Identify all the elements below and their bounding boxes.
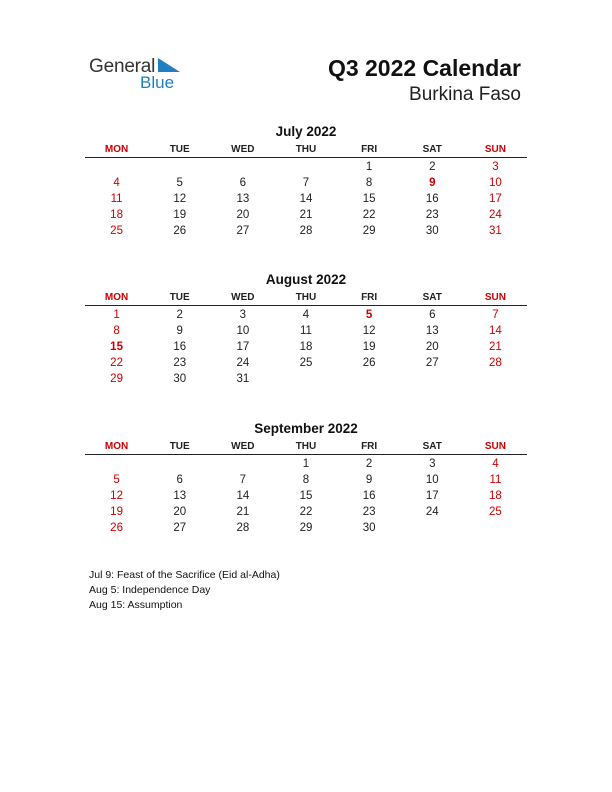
day-cell: 12 — [362, 325, 376, 337]
weekday-label: FRI — [361, 292, 378, 303]
day-cell: 23 — [425, 209, 439, 221]
day-cell: 9 — [429, 177, 436, 189]
weekday-label: SAT — [422, 441, 442, 452]
day-cell: 27 — [173, 522, 187, 534]
empty-day-cell — [148, 159, 211, 175]
day-cell: 4 — [492, 458, 499, 470]
day-cell: 6 — [176, 474, 183, 486]
month-block — [85, 272, 527, 387]
week-row — [85, 520, 527, 536]
day-cell: 15 — [110, 341, 123, 353]
day-cell: 1 — [113, 309, 120, 321]
weekday-header-row — [85, 291, 527, 306]
week-row — [85, 488, 527, 504]
day-cell: 1 — [365, 161, 373, 173]
empty-day-cell — [401, 371, 464, 387]
day-cell: 2 — [429, 161, 436, 173]
month-block — [85, 124, 527, 239]
day-cell: 13 — [236, 193, 250, 205]
day-cell: 16 — [425, 193, 439, 205]
day-cell: 5 — [365, 309, 373, 321]
day-cell: 28 — [236, 522, 250, 534]
week-row — [85, 339, 527, 355]
day-cell: 25 — [489, 506, 502, 518]
weekday-header-row — [85, 440, 527, 455]
day-cell: 4 — [302, 309, 310, 321]
day-cell: 7 — [492, 309, 499, 321]
day-cell: 24 — [489, 209, 502, 221]
weekday-label: THU — [295, 441, 317, 452]
day-cell: 19 — [362, 341, 376, 353]
weekday-label: WED — [231, 441, 255, 452]
day-cell: 14 — [489, 325, 502, 337]
week-row — [85, 191, 527, 207]
day-cell: 21 — [299, 209, 313, 221]
day-cell: 22 — [299, 506, 313, 518]
day-cell: 25 — [110, 225, 123, 237]
day-cell: 7 — [239, 474, 247, 486]
day-cell: 18 — [110, 209, 123, 221]
day-cell: 11 — [300, 325, 312, 337]
empty-day-cell — [85, 456, 148, 472]
day-cell: 10 — [489, 177, 502, 189]
weekday-label: MON — [104, 144, 129, 155]
day-cell: 26 — [362, 357, 376, 369]
empty-day-cell — [338, 371, 401, 387]
week-row — [85, 207, 527, 223]
day-cell: 26 — [173, 225, 187, 237]
country-name: Burkina Faso — [409, 84, 521, 105]
weekday-label: WED — [231, 144, 255, 155]
day-cell: 25 — [299, 357, 313, 369]
day-cell: 16 — [362, 490, 376, 502]
week-row — [85, 472, 527, 488]
day-cell: 3 — [429, 458, 436, 470]
day-cell: 5 — [113, 474, 120, 486]
empty-day-cell — [211, 159, 274, 175]
day-cell: 17 — [236, 341, 250, 353]
empty-day-cell — [85, 159, 148, 175]
weekday-label: SUN — [484, 292, 506, 303]
day-cell: 20 — [236, 209, 250, 221]
week-row — [85, 323, 527, 339]
calendar-title: Q3 2022 Calendar — [327, 55, 521, 81]
day-cell: 10 — [425, 474, 439, 486]
day-cell: 11 — [489, 474, 502, 486]
empty-day-cell — [274, 371, 337, 387]
day-cell: 18 — [489, 490, 502, 502]
day-cell: 1 — [302, 458, 310, 470]
week-row — [85, 223, 527, 239]
holiday-notes — [89, 568, 280, 613]
day-cell: 20 — [425, 341, 439, 353]
day-cell: 9 — [176, 325, 183, 337]
holiday-note: Aug 15: Assumption — [89, 599, 183, 611]
week-row — [85, 504, 527, 520]
month-title: August 2022 — [265, 272, 347, 287]
weekday-label: THU — [295, 292, 317, 303]
day-cell: 20 — [173, 506, 187, 518]
day-cell: 29 — [362, 225, 376, 237]
day-cell: 27 — [425, 357, 439, 369]
day-cell: 31 — [489, 225, 502, 237]
weekday-label: MON — [104, 441, 129, 452]
weekday-label: SUN — [484, 441, 506, 452]
day-cell: 30 — [173, 373, 187, 385]
day-cell: 19 — [110, 506, 123, 518]
day-cell: 2 — [365, 458, 373, 470]
day-cell: 14 — [236, 490, 250, 502]
day-cell: 21 — [236, 506, 250, 518]
weekday-label: FRI — [361, 144, 378, 155]
day-cell: 7 — [302, 177, 310, 189]
day-cell: 14 — [299, 193, 313, 205]
day-cell: 28 — [489, 357, 502, 369]
day-cell: 22 — [110, 357, 123, 369]
weekday-label: MON — [104, 292, 129, 303]
empty-day-cell — [274, 159, 337, 175]
day-cell: 22 — [362, 209, 376, 221]
generalblue-logo — [89, 56, 189, 96]
weekday-label: SAT — [422, 144, 442, 155]
day-cell: 5 — [176, 177, 183, 189]
weekday-label: THU — [295, 144, 317, 155]
day-cell: 11 — [110, 193, 123, 205]
day-cell: 19 — [173, 209, 187, 221]
day-cell: 27 — [236, 225, 250, 237]
weekday-label: SAT — [422, 292, 442, 303]
day-cell: 23 — [362, 506, 376, 518]
day-cell: 8 — [302, 474, 310, 486]
day-cell: 13 — [425, 325, 439, 337]
day-cell: 2 — [176, 309, 183, 321]
day-cell: 6 — [429, 309, 436, 321]
day-cell: 13 — [173, 490, 187, 502]
week-row — [85, 371, 527, 387]
day-cell: 15 — [299, 490, 313, 502]
day-cell: 31 — [236, 373, 250, 385]
day-cell: 29 — [299, 522, 313, 534]
day-cell: 3 — [492, 161, 499, 173]
holiday-note: Jul 9: Feast of the Sacrifice (Eid al-Adha) — [89, 569, 280, 581]
empty-day-cell — [211, 456, 274, 472]
weekday-label: TUE — [169, 292, 190, 303]
weeks-grid — [85, 306, 527, 387]
day-cell: 3 — [239, 309, 247, 321]
weekday-label: TUE — [169, 441, 190, 452]
day-cell: 8 — [365, 177, 373, 189]
day-cell: 17 — [425, 490, 439, 502]
weekday-label: SUN — [484, 144, 506, 155]
day-cell: 6 — [239, 177, 247, 189]
day-cell: 4 — [113, 177, 120, 189]
day-cell: 9 — [365, 474, 373, 486]
day-cell: 28 — [299, 225, 313, 237]
day-cell: 24 — [236, 357, 250, 369]
day-cell: 18 — [299, 341, 313, 353]
weekday-label: TUE — [169, 144, 190, 155]
month-title: September 2022 — [254, 421, 358, 436]
day-cell: 15 — [362, 193, 376, 205]
week-row — [85, 456, 527, 472]
day-cell: 29 — [110, 373, 123, 385]
day-cell: 12 — [173, 193, 187, 205]
day-cell: 30 — [425, 225, 439, 237]
empty-day-cell — [464, 520, 527, 536]
weeks-grid — [85, 455, 527, 536]
weeks-grid — [85, 158, 527, 239]
day-cell: 10 — [236, 325, 250, 337]
day-cell: 17 — [489, 193, 502, 205]
day-cell: 16 — [173, 341, 187, 353]
empty-day-cell — [464, 371, 527, 387]
day-cell: 24 — [425, 506, 439, 518]
day-cell: 21 — [489, 341, 502, 353]
day-cell: 30 — [362, 522, 376, 534]
holiday-note: Aug 5: Independence Day — [89, 584, 211, 596]
day-cell: 12 — [110, 490, 123, 502]
logo-blue-text: Blue — [140, 73, 175, 92]
day-cell: 26 — [110, 522, 123, 534]
weekday-label: WED — [231, 292, 255, 303]
week-row — [85, 159, 527, 175]
week-row — [85, 175, 527, 191]
month-block — [85, 421, 527, 536]
logo-flag-icon — [158, 58, 180, 74]
logo-general-text: General — [89, 56, 156, 77]
weekday-label: FRI — [361, 441, 378, 452]
weekday-header-row — [85, 143, 527, 158]
month-title: July 2022 — [275, 124, 337, 139]
week-row — [85, 355, 527, 371]
day-cell: 23 — [173, 357, 187, 369]
day-cell: 8 — [113, 325, 120, 337]
week-row — [85, 307, 527, 323]
empty-day-cell — [401, 520, 464, 536]
empty-day-cell — [148, 456, 211, 472]
